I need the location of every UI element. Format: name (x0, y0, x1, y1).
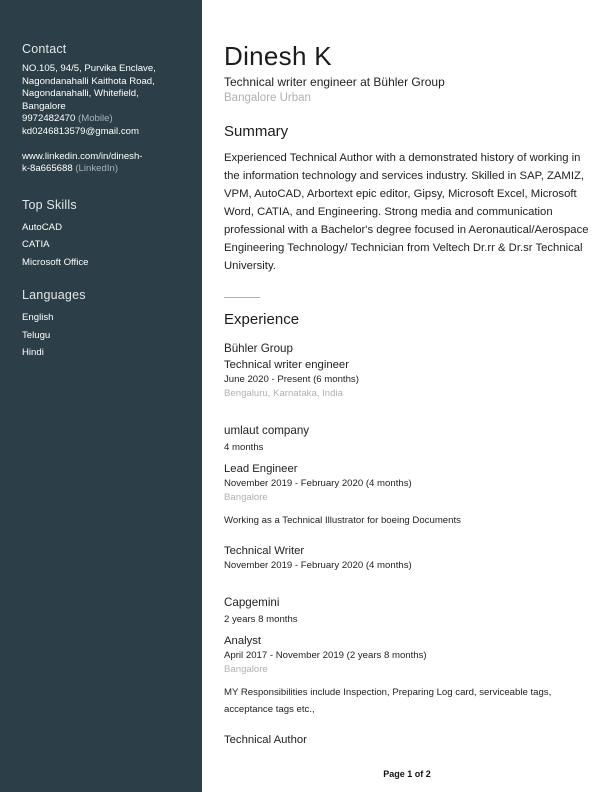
experience-heading: Experience (224, 311, 300, 328)
linkedin-label: (LinkedIn) (75, 163, 119, 175)
job-location: Bangalore (224, 663, 268, 675)
summary-text: Experienced Technical Author with a demonstrated history of working in the information technology and services industry. Skilled in SAP, ZAMIZ, VPM, AutoCAD, Arbortext epic editor, Gipsy, Microsoft Excel, Microsoft Word, CATIA, and Engineering. Strong media and communication professional with a Bachelor's degree focused in Aeronautical/Aerospace Engineering Technology/ Technician from Veltech Dr.rr & Dr.sr Technical University. (224, 152, 589, 272)
top-skills-heading: Top Skills (22, 197, 77, 212)
job-location: Bengaluru, Karnataka, India (224, 388, 343, 399)
language-item: English (22, 312, 54, 324)
skill-item: AutoCAD (22, 221, 62, 233)
language-item: Telugu (22, 329, 51, 341)
job-role: Technical Author (224, 733, 307, 746)
phone-label: (Mobile) (78, 113, 113, 125)
contact-phone (22, 113, 192, 126)
address-line: Nagondanahalli, Whitefield, (22, 88, 139, 100)
linkedin-url-line[interactable]: www.linkedin.com/in/dinesh- (22, 150, 143, 162)
profile-name: Dinesh K (224, 41, 332, 71)
profile-headline: Technical writer engineer at Bühler Group (224, 75, 445, 89)
job-entry (224, 424, 594, 572)
job-description: MY Responsibilities include Inspection, Preparing Log card, serviceable tags, acceptance tags etc., (224, 686, 552, 715)
job-role: Technical writer engineer (224, 359, 349, 371)
job-dates: June 2020 - Present (6 months) (224, 374, 359, 385)
address-line: Bangalore (22, 100, 66, 112)
job-description: Working as a Technical Illustrator for boeing Documents (224, 515, 461, 526)
company-tenure: 2 years 8 months (224, 613, 298, 625)
main-content (224, 42, 594, 747)
linkedin-url-line (22, 163, 192, 176)
skill-item: CATIA (22, 239, 50, 251)
job-dates: April 2017 - November 2019 (2 years 8 months) (224, 649, 427, 661)
job-role: Analyst (224, 634, 262, 647)
job-role: Technical Writer (224, 544, 305, 557)
company-tenure: 4 months (224, 442, 264, 453)
languages-heading: Languages (22, 288, 86, 303)
phone-number[interactable]: 9972482470 (22, 113, 76, 125)
job-entry (224, 342, 594, 400)
job-location: Bangalore (224, 492, 268, 503)
summary-heading: Summary (224, 123, 289, 140)
address-line: NO.105, 94/5, Purvika Enclave, (22, 63, 156, 74)
contact-heading: Contact (22, 42, 67, 56)
address-line: Nagondanahalli Kaithota Road, (22, 75, 155, 87)
contact-address (22, 63, 192, 113)
contact-email[interactable]: kd0246813579@gmail.com (22, 125, 139, 137)
job-dates: November 2019 - February 2020 (4 months) (224, 559, 412, 571)
job-dates: November 2019 - February 2020 (4 months) (224, 478, 412, 489)
skill-item: Microsoft Office (22, 256, 89, 268)
profile-location: Bangalore Urban (224, 92, 311, 104)
company-name: umlaut company (224, 424, 310, 437)
linkedin-url-line[interactable]: k-8a665688 (22, 163, 73, 175)
company-name: Capgemini (224, 595, 280, 609)
job-role: Lead Engineer (224, 463, 298, 475)
sidebar (0, 0, 202, 792)
linkedin-link[interactable] (22, 151, 192, 176)
job-entry (224, 596, 594, 747)
language-item: Hindi (22, 347, 44, 359)
sidebar-content (22, 42, 192, 362)
company-name: Bühler Group (224, 342, 293, 355)
page-number: Page 1 of 2 (383, 769, 431, 779)
